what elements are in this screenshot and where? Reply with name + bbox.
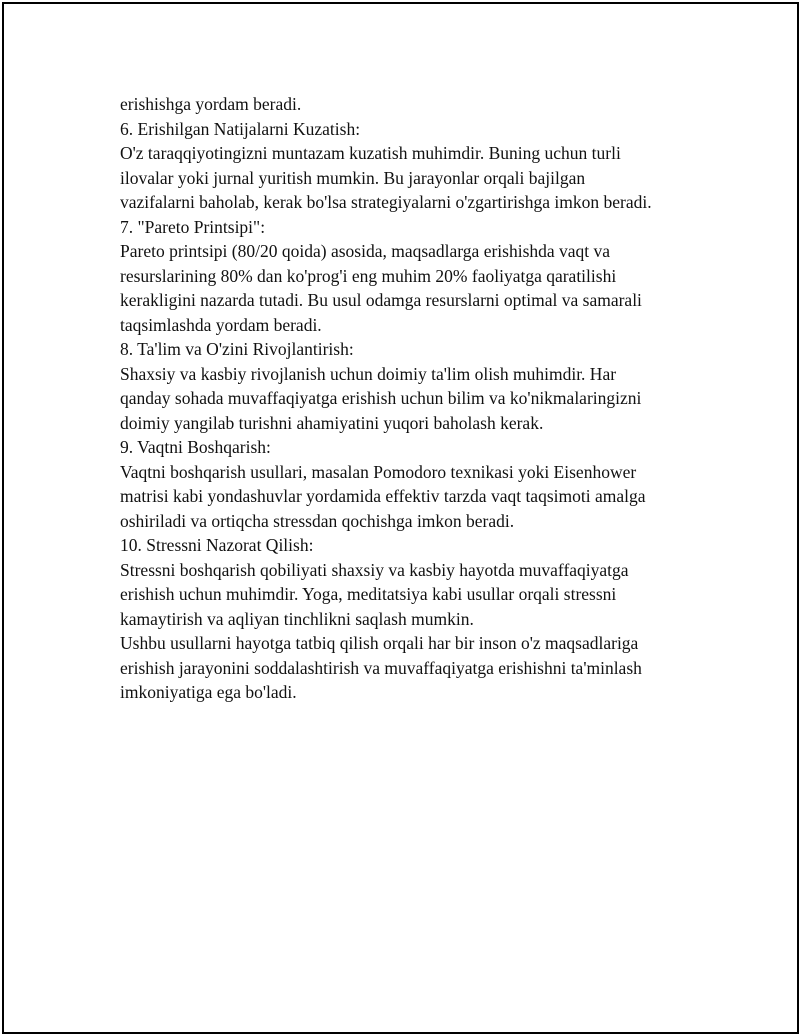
section-9: [120, 435, 700, 533]
text-line: oshiriladi va ortiqcha stressdan qochishga imkon beradi.: [120, 510, 515, 531]
text-line: resurslarining 80% dan ko'prog'i eng muhim 20% faoliyatga qaratilishi: [120, 265, 617, 286]
text-line: erishish uchun muhimdir. Yoga, meditatsiya kabi usullar orqali stressni: [120, 584, 617, 604]
text-line: taqsimlashda yordam beradi.: [120, 314, 322, 335]
section-10: [120, 533, 700, 631]
text-line: doimiy yangilab turishni ahamiyatini yuqori baholash kerak.: [120, 412, 544, 433]
section-6: [120, 117, 700, 215]
section-7: [120, 215, 700, 338]
text-line: Ushbu usullarni hayotga tatbiq qilish orqali har bir inson o'z maqsadlariga: [120, 633, 639, 653]
intro-paragraph: [120, 92, 700, 117]
text-line: Vaqtni boshqarish usullari, masalan Pomodoro texnikasi yoki Eisenhower: [120, 461, 637, 482]
text-line: Stressni boshqarish qobiliyati shaxsiy va kasbiy hayotda muvaffaqiyatga: [120, 559, 629, 580]
text-line: Shaxsiy va kasbiy rivojlanish uchun doimiy ta'lim olish muhimdir. Har: [120, 363, 617, 384]
text-line: qanday sohada muvaffaqiyatga erishish uchun bilim va ko'nikmalaringizni: [120, 388, 642, 408]
section-heading: 9. Vaqtni Boshqarish:: [120, 437, 271, 457]
document-body: [120, 92, 700, 705]
text-line: O'z taraqqiyotingizni muntazam kuzatish muhimdir. Buning uchun turli: [120, 143, 621, 163]
text-line: vazifalarni baholab, kerak bo'lsa strategiyalarni o'zgartirishga imkon beradi.: [120, 192, 652, 212]
text-line: imkoniyatiga ega bo'ladi.: [120, 682, 297, 702]
text-line: erishish jarayonini soddalashtirish va muvaffaqiyatga erishishni ta'minlash: [120, 657, 642, 678]
section-heading: 10. Stressni Nazorat Qilish:: [120, 535, 314, 555]
text-line: Pareto printsipi (80/20 qoida) asosida, maqsadlarga erishishda vaqt va: [120, 241, 611, 261]
section-heading: 8. Ta'lim va O'zini Rivojlantirish:: [120, 339, 354, 359]
section-heading: 7. "Pareto Printsipi":: [120, 216, 266, 237]
text-line: matrisi kabi yondashuvlar yordamida effektiv tarzda vaqt taqsimoti amalga: [120, 486, 646, 506]
text-line: kamaytirish va aqliyan tinchlikni saqlash mumkin.: [120, 608, 474, 629]
text-line: erishishga yordam beradi.: [120, 94, 302, 114]
section-heading: 6. Erishilgan Natijalarni Kuzatish:: [120, 118, 361, 139]
text-line: ilovalar yoki jurnal yuritish mumkin. Bu jarayonlar orqali bajilgan: [120, 167, 586, 188]
document-page: [2, 2, 799, 1034]
conclusion-paragraph: [120, 631, 700, 705]
text-line: kerakligini nazarda tutadi. Bu usul odamga resurslarni optimal va samarali: [120, 290, 642, 310]
section-8: [120, 337, 700, 435]
